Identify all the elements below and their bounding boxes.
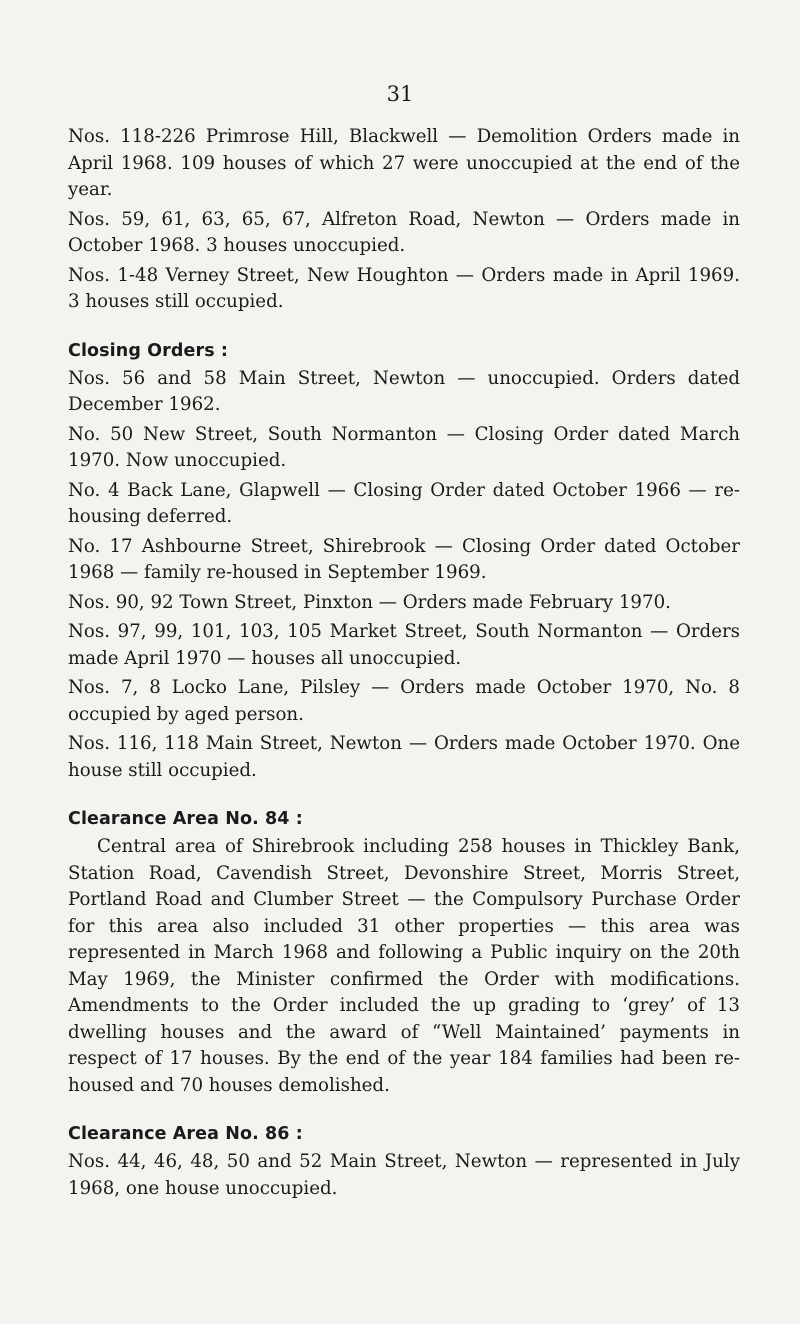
closing-order-item: No. 17 Ashbourne Street, Shirebrook — Closing Order dated October 1968 — family re-housed in September 1969. xyxy=(68,535,740,583)
closing-orders-heading: Closing Orders : xyxy=(68,340,228,361)
clearance-area-86-text: Nos. 44, 46, 48, 50 and 52 Main Street, Newton — represented in July 1968, one house unoccupied. xyxy=(68,1151,740,1199)
closing-order-item: Nos. 7, 8 Locko Lane, Pilsley — Orders made October 1970, No. 8 occupied by aged person. xyxy=(68,677,740,725)
clearance-area-84-text: Central area of Shirebrook including 258 houses in Thickley Bank, Station Road, Cavendish Street, Devonshire Street, Morris Street, Portland Road and Clumber Street — the Compulsory Purchase Order for this area also included 31 other properties — this area was represented in March 1968 and following a Public inquiry on the 20th May 1969, the Minister confirmed the Order with modifications. Amendments to the Order included the up grading to ‘grey’ of 13 dwelling houses and the award of “Well Maintained’ payments in respect of 17 houses. By the end of the year 184 families had been re-housed and 70 houses demolished. xyxy=(68,836,740,1096)
closing-order-item: Nos. 90, 92 Town Street, Pinxton — Orders made February 1970. xyxy=(68,591,671,613)
intro-paragraph-2: Nos. 59, 61, 63, 65, 67, Alfreton Road, Newton — Orders made in October 1968. 3 houses unoccupied. xyxy=(68,208,740,256)
clearance-area-84-heading: Clearance Area No. 84 : xyxy=(68,809,303,829)
closing-order-item: Nos. 97, 99, 101, 103, 105 Market Street, South Normanton — Orders made April 1970 — houses all unoccupied. xyxy=(68,621,740,669)
closing-order-item: No. 50 New Street, South Normanton — Closing Order dated March 1970. Now unoccupied. xyxy=(68,423,740,471)
intro-paragraph-3: Nos. 1-48 Verney Street, New Houghton — Orders made in April 1969. 3 houses still occupied. xyxy=(68,264,740,312)
closing-order-item: Nos. 116, 118 Main Street, Newton — Orders made October 1970. One house still occupied. xyxy=(68,733,740,781)
closing-order-item: No. 4 Back Lane, Glapwell — Closing Order dated October 1966 — re-housing deferred. xyxy=(68,479,740,527)
intro-paragraph-1: Nos. 118-226 Primrose Hill, Blackwell — Demolition Orders made in April 1968. 109 houses of which 27 were unoccupied at the end of the year. xyxy=(68,126,740,200)
page-body xyxy=(68,124,740,1206)
closing-order-item: Nos. 56 and 58 Main Street, Newton — unoccupied. Orders dated December 1962. xyxy=(68,367,740,415)
page-number: 31 xyxy=(386,82,414,106)
clearance-area-86-heading: Clearance Area No. 86 : xyxy=(68,1124,303,1144)
